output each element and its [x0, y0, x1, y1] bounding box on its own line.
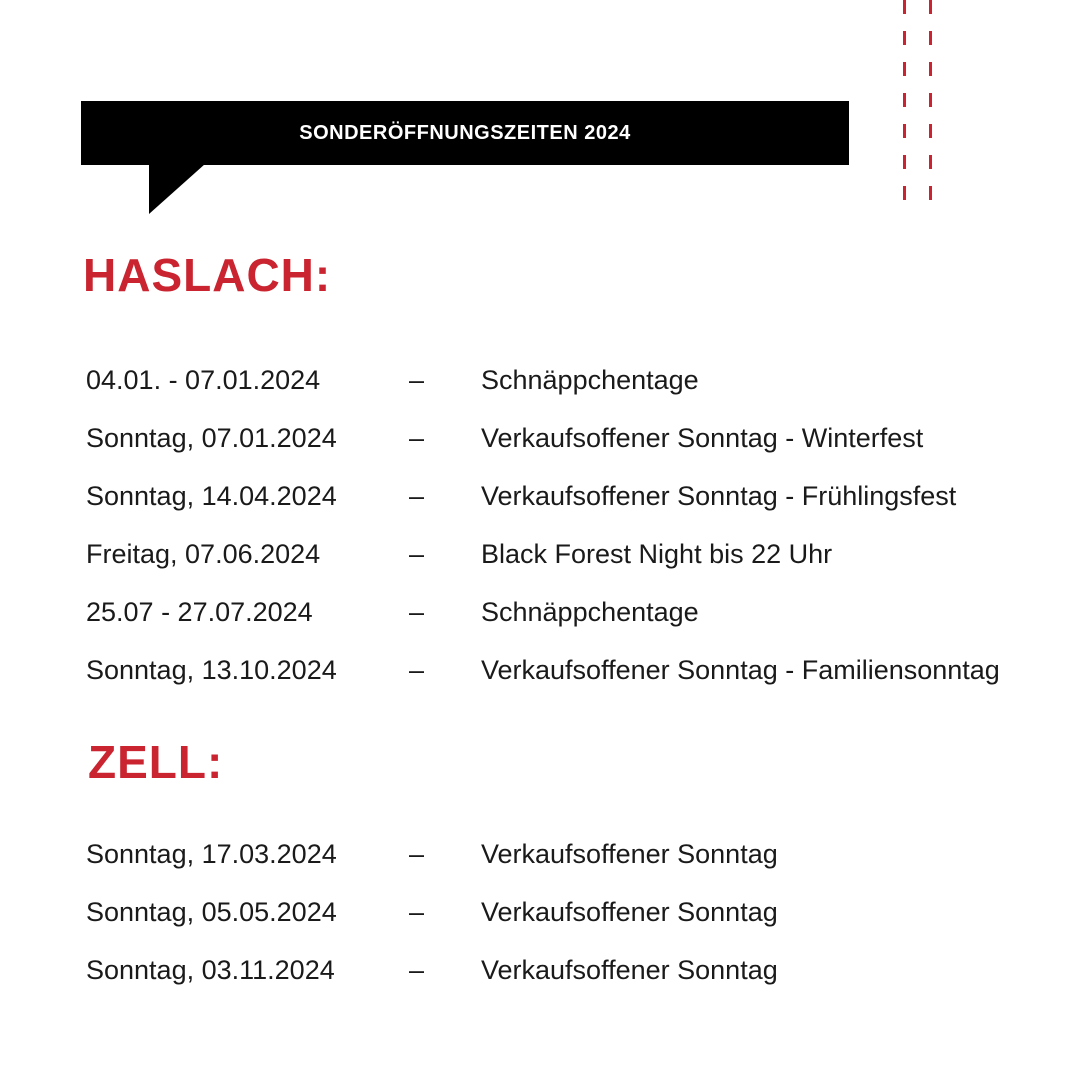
- event-date: Sonntag, 14.04.2024: [86, 481, 337, 511]
- event-separator: –: [409, 839, 425, 869]
- event-name: Verkaufsoffener Sonntag: [481, 897, 778, 927]
- event-row: [0, 592, 1080, 632]
- event-date: Sonntag, 17.03.2024: [86, 839, 337, 869]
- section-heading-zell: ZELL:: [88, 736, 224, 788]
- event-row: [0, 476, 1080, 516]
- event-name: Verkaufsoffener Sonntag - Frühlingsfest: [481, 481, 957, 511]
- title-speech-bubble: [81, 101, 849, 165]
- event-separator: –: [409, 365, 425, 395]
- event-row: [0, 360, 1080, 400]
- decorative-dashed-line-left: [903, 0, 906, 204]
- event-separator: –: [409, 539, 425, 569]
- event-name: Verkaufsoffener Sonntag - Familiensonntag: [481, 655, 1000, 685]
- event-date: Sonntag, 13.10.2024: [86, 655, 337, 685]
- event-date: Sonntag, 05.05.2024: [86, 897, 337, 927]
- event-date: Sonntag, 07.01.2024: [86, 423, 337, 453]
- section-heading-haslach: HASLACH:: [83, 249, 332, 301]
- event-name: Verkaufsoffener Sonntag: [481, 955, 778, 985]
- event-row: [0, 892, 1080, 932]
- speech-bubble-tail: [149, 164, 205, 214]
- event-separator: –: [409, 655, 425, 685]
- event-separator: –: [409, 481, 425, 511]
- event-date: Sonntag, 03.11.2024: [86, 955, 335, 985]
- decorative-dashed-line-right: [929, 0, 932, 204]
- event-separator: –: [409, 897, 425, 927]
- event-name: Schnäppchentage: [481, 597, 699, 627]
- event-name: Verkaufsoffener Sonntag - Winterfest: [481, 423, 924, 453]
- event-separator: –: [409, 423, 425, 453]
- event-name: Black Forest Night bis 22 Uhr: [481, 539, 833, 569]
- event-date: 04.01. - 07.01.2024: [86, 365, 321, 395]
- event-date: 25.07 - 27.07.2024: [86, 597, 313, 627]
- event-separator: –: [409, 597, 425, 627]
- event-row: [0, 534, 1080, 574]
- event-name: Schnäppchentage: [481, 365, 699, 395]
- event-row: [0, 650, 1080, 690]
- page-title: SONDERÖFFNUNGSZEITEN 2024: [299, 122, 631, 144]
- event-row: [0, 418, 1080, 458]
- event-separator: –: [409, 955, 425, 985]
- event-date: Freitag, 07.06.2024: [86, 539, 321, 569]
- event-row: [0, 834, 1080, 874]
- event-name: Verkaufsoffener Sonntag: [481, 839, 778, 869]
- event-row: [0, 950, 1080, 990]
